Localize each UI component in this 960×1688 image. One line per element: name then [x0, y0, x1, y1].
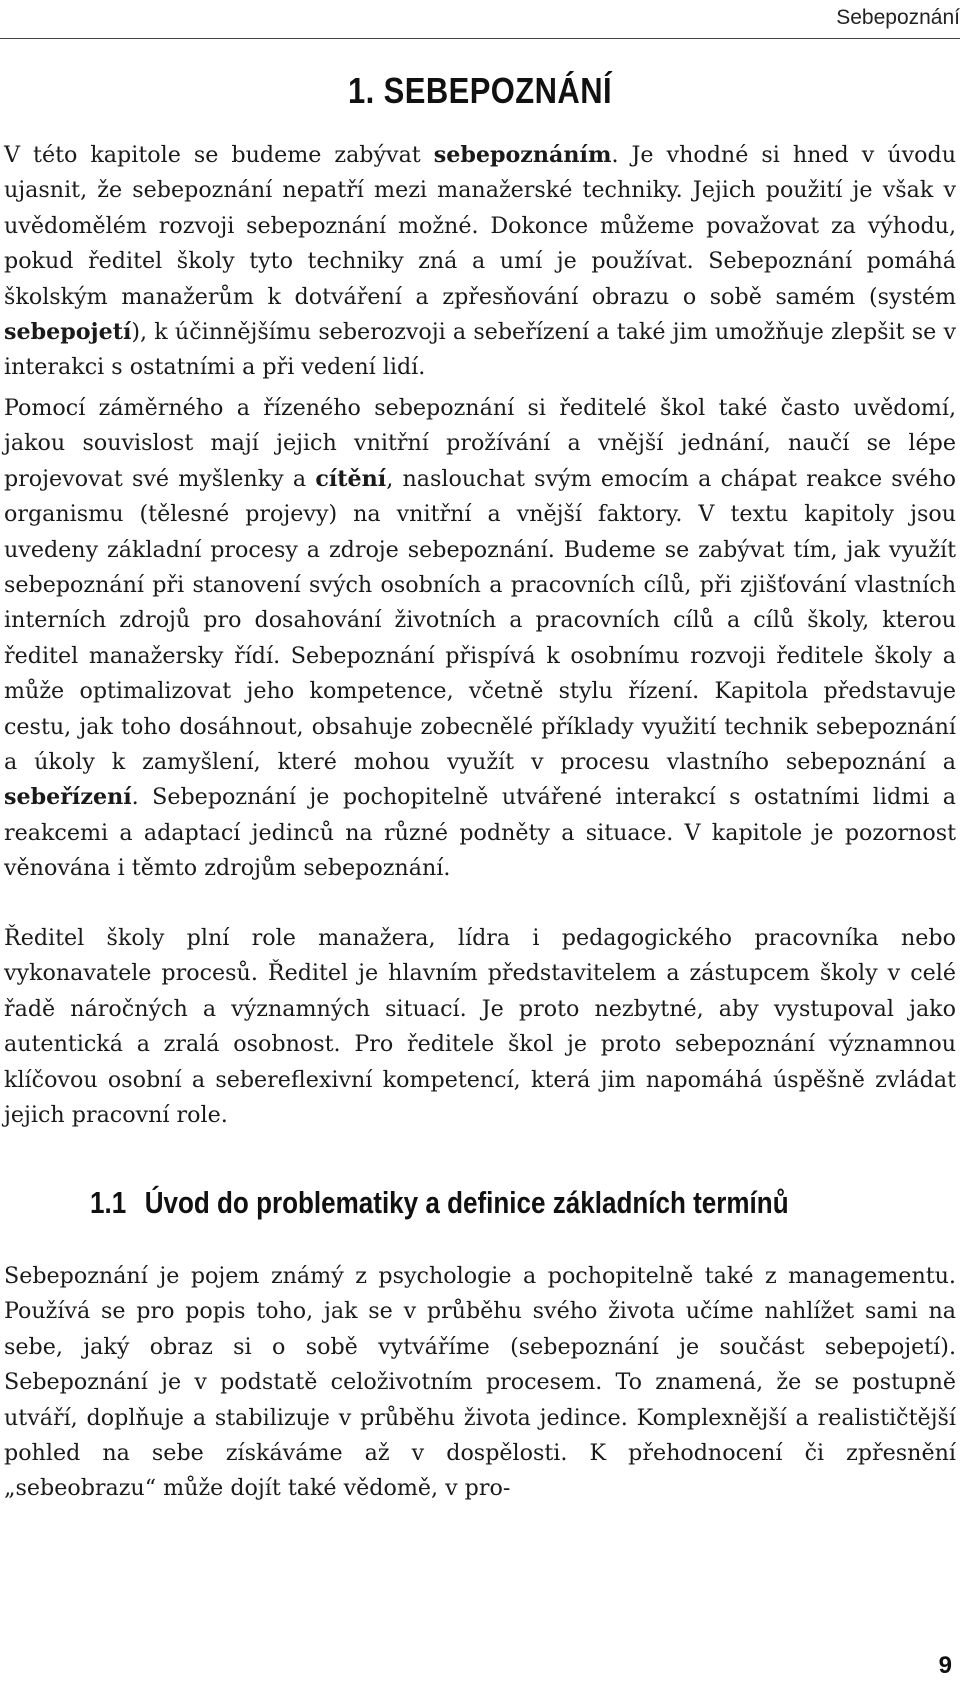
running-header: Sebepoznání [836, 6, 960, 29]
paragraph-text: , naslouchat svým emocím a chápat reakce svého organismu (tělesné projevy) na vnitřní a vnější faktory. V textu kapitoly jsou uvedeny základní procesy a zdroje sebepoznání. Budeme se zabývat tím, jak využít sebepoznání při stanovení svých osobních a pracovních cílů, při zjišťování vlastních interních zdrojů pro dosahování životních a pracovních cílů a cílů školy, kterou ředitel manažersky řídí. Sebepoznání přispívá k osobnímu rozvoji ředitele školy a může optimalizovat jeho kompetence, včetně stylu řízení. Kapitola představuje cestu, jak toho dosáhnout, obsahuje zobecnělé příklady využití technik sebepoznání a úkoly k zamyšlení, které mohou využít v procesu vlastního sebepoznání a [4, 465, 956, 776]
page-number: 9 [938, 1652, 952, 1679]
paragraph-text: ), k účinnějšímu seberozvoji a sebeřízení a také jim umožňuje zlepšit se v interakci s ostatními a při vedení lidí. [4, 319, 956, 381]
paragraph-text: V této kapitole se budeme zabývat [4, 142, 434, 168]
section-number: 1.1 [90, 1185, 127, 1220]
paragraph-text: Pomocí záměrného a řízeného sebepoznání si ředitelé škol také často uvědomí, jakou souvislost mají jejich vnitřní prožívání a vnější jednání, naučí se lépe projevovat své myšlenky a [4, 395, 956, 492]
paragraph-text: . Je vhodné si hned v úvodu ujasnit, že sebepoznání nepatří mezi manažerské techniky. Jejich použití je však v uvědomělém rozvoji sebepoznání možné. Dokonce můžeme považovat za výhodu, pokud ředitel školy tyto techniky zná a umí je používat. Sebepoznání pomáhá školským manažerům k dotváření a zpřesňování obrazu o sobě samém (systém [4, 142, 956, 310]
bold-term-sebepojeti: sebepojetí [4, 319, 132, 346]
section-title: Úvod do problematiky a definice základních termínů [144, 1185, 789, 1220]
header-rule [0, 38, 960, 39]
chapter-title: 1. SEBEPOZNÁNÍ [347, 70, 613, 111]
paragraph-purpose [4, 391, 956, 887]
paragraph-definition: Sebepoznání je pojem známý z psychologie a pochopitelně také z managementu. Používá se pro popis toho, jak se v průběhu svého života učíme nahlížet sami na sebe, jaký obraz si o sobě vytváříme (sebepoznání je součást sebepojetí). Sebepoznání je v podstatě celoživotním procesem. To znamená, že se postupně utváří, doplňuje a stabilizuje v průběhu života jedince. Komplexnější a realističtější pohled na sebe získáváme až v dospělosti. K přehodnocení či zpřesnění „sebeobrazu“ může dojít také vědomě, v pro- [4, 1263, 956, 1502]
bold-term-sebepoznanim: sebepoznáním [433, 142, 612, 168]
paragraph-intro [4, 138, 956, 386]
bold-term-citeni: cítění [315, 465, 387, 492]
paragraph-text: . Sebepoznání je pochopitelně utvářené interakcí s ostatními lidmi a reakcemi a adaptací jedinců na různé podněty a situace. V kapitole je pozornost věnována i těmto zdrojům sebepoznání. [4, 784, 956, 882]
paragraph-director-role: Ředitel školy plní role manažera, lídra i pedagogického pracovníka nebo vykonavatele procesů. Ředitel je hlavním představitelem a zástupcem školy v celé řadě náročných a významných situací. Je proto nezbytné, aby vystupoval jako autentická a zralá osobnost. Pro ředitele škol je proto sebepoznání významnou klíčovou osobní a sebereflexivní kompetencí, která jim napomáhá úspěšně zvládat jejich pracovní role. [4, 925, 956, 1129]
section-heading [90, 1185, 789, 1221]
bold-term-seberizeni: sebeřízení [4, 784, 132, 811]
